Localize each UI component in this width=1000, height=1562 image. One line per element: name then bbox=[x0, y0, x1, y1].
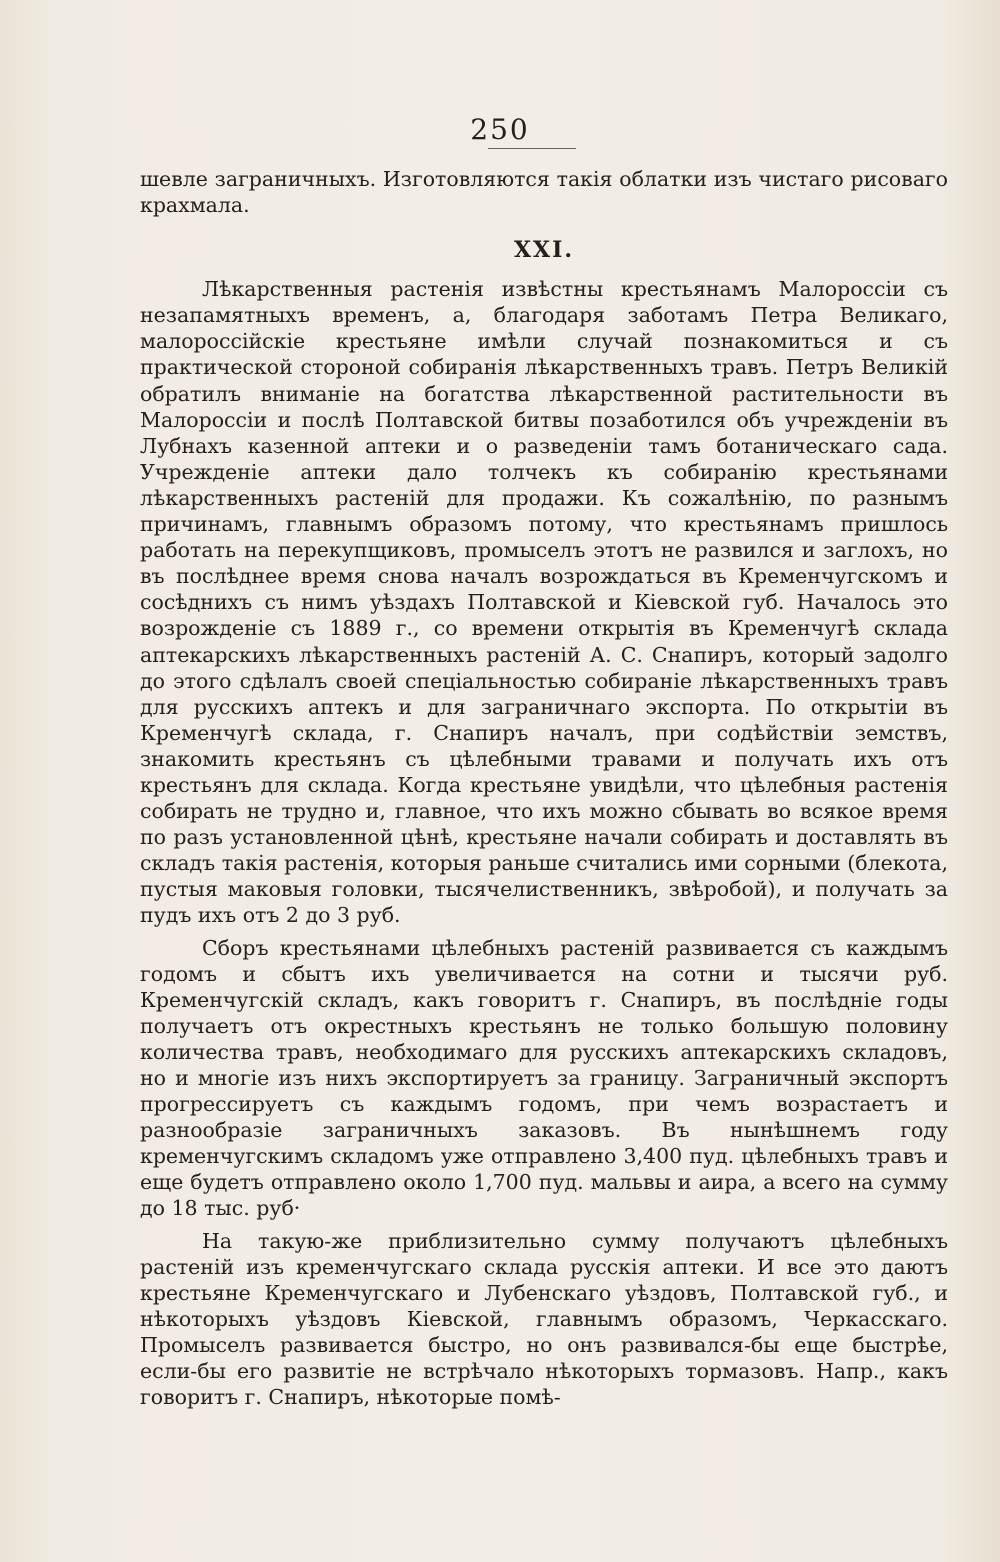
page-number-rule bbox=[488, 148, 576, 149]
paragraph-1: Лѣкарственныя растенія извѣстны крестьянамъ Малороссіи съ незапамятныхъ временъ, а, благодаря заботамъ Петра Великаго, малороссійскіе крестьяне имѣли случай познакомиться и съ практической стороной собиранія лѣкарственныхъ травъ. Петръ Великій обратилъ вниманіе на богатства лѣкарственной растительности въ Малороссіи и послѣ Полтавской битвы позаботился объ учрежденіи въ Лубнахъ казенной аптеки и о разведеніи тамъ ботаническаго сада. Учрежденіе аптеки дало толчекъ къ собиранію крестьянами лѣкарственныхъ растеній для продажи. Къ сожалѣнію, по разнымъ причинамъ, главнымъ образомъ потому, что крестьянамъ пришлось работать на перекупщиковъ, промыселъ этотъ не развился и заглохъ, но въ послѣднее время снова началъ возрождаться въ Кременчугскомъ и сосѣднихъ съ нимъ уѣздахъ Полтавской и Кіевской губ. Началось это возрожденіе съ 1889 г., со времени открытія въ Кременчугѣ склада аптекарскихъ лѣкарственныхъ растеній А. С. Снапиръ, который задолго до этого сдѣлалъ своей спеціальностью собираніе лѣкарственныхъ травъ для русскихъ аптекъ и для заграничнаго экспорта. По открытіи въ Кременчугѣ склада, г. Снапиръ началъ, при содѣйствіи земствъ, знакомить крестьянъ съ цѣлебными травами и получать ихъ отъ крестьянъ для склада. Когда крестьяне увидѣли, что цѣлебныя растенія собирать не трудно и, главное, что ихъ можно сбывать во всякое время по разъ установленной цѣнѣ, крестьяне начали собирать и доставлять въ складъ такія растенія, которыя раньше считались ими сорными (блекота, пустыя маковыя головки, тысячелиственникъ, звѣробой), и получать за пудъ ихъ отъ 2 до 3 руб. bbox=[140, 277, 948, 928]
section-heading: XXI. bbox=[513, 237, 575, 264]
page-number: 250 bbox=[470, 113, 530, 146]
lead-paragraph: шевле заграничныхъ. Изготовляются такія облатки изъ чистаго рисоваго крахмала. bbox=[140, 167, 948, 218]
body-text bbox=[140, 166, 948, 1410]
paragraph-3: На такую-же приблизительно сумму получаютъ цѣлебныхъ растеній изъ кременчугскаго склада русскія аптеки. И все это даютъ крестьяне Кременчугскаго и Лубенскаго уѣздовъ, Полтавской губ., и нѣкоторыхъ уѣздовъ Кіевской, главнымъ образомъ, Черкасскаго. Промыселъ развивается быстро, но онъ развивался-бы еще быстрѣе, если-бы его развитіе не встрѣчало нѣкоторыхъ тормазовъ. Напр., какъ говоритъ г. Снапиръ, нѣкоторые помѣ- bbox=[140, 1228, 948, 1410]
paragraph-2: Сборъ крестьянами цѣлебныхъ растеній развивается съ каждымъ годомъ и сбытъ ихъ увеличивается на сотни и тысячи руб. Кременчугскій складъ, какъ говоритъ г. Снапиръ, въ послѣдніе годы получаетъ отъ окрестныхъ крестьянъ не только большую половину количества травъ, необходимаго для русскихъ аптекарскихъ складовъ, но и многіе изъ нихъ экспортируетъ за границу. Заграничный экспортъ прогрессируетъ съ каждымъ годомъ, при чемъ возрастаетъ и разнообразіе заграничныхъ заказовъ. Въ нынѣшнемъ году кременчугскимъ складомъ уже отправлено 3,400 пуд. цѣлебныхъ травъ и еще будетъ отправлено около 1,700 пуд. мальвы и аира, а всего на сумму до 18 тыс. руб· bbox=[140, 935, 948, 1221]
